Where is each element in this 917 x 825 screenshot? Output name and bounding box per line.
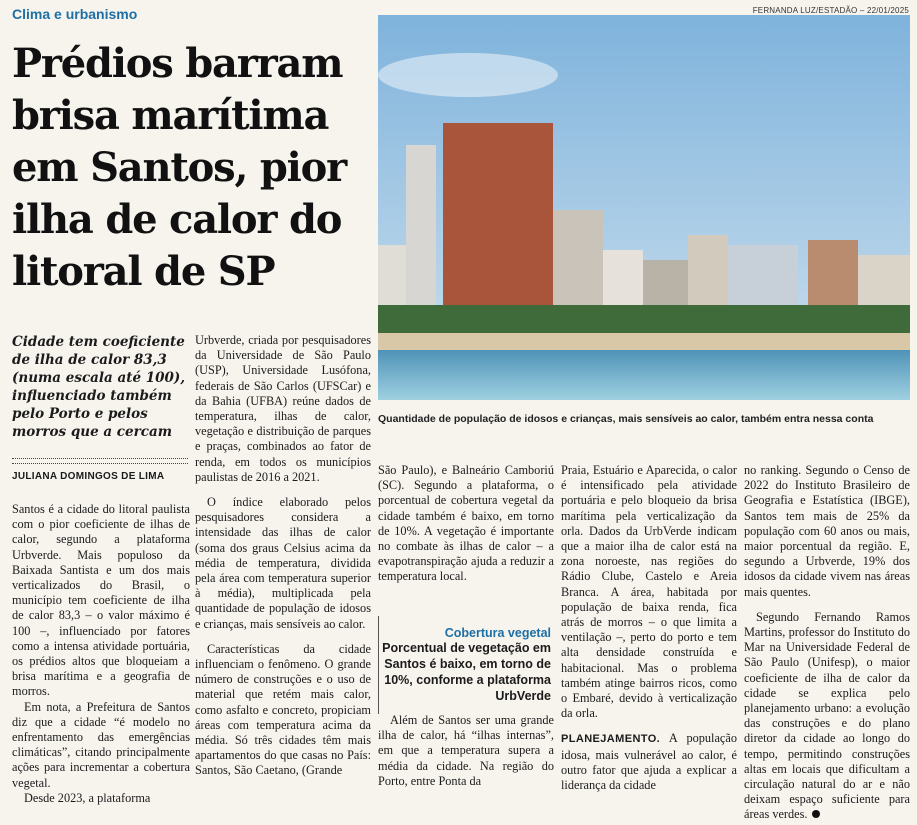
paragraph: Desde 2023, a plataforma <box>24 790 151 805</box>
paragraph: Características da cidade influenciam o fenômeno. O grande número de construções e o uso de material que retém mais calor, como asfalto e concreto, propiciam áreas com temperatura acima da média. Só três cidades têm mais apartamentos do que casas no País: Santos, São Caetano, (Grande <box>195 641 371 778</box>
byline: JULIANA DOMINGOS DE LIMA <box>12 471 165 482</box>
photo-caption: Quantidade de população de idosos e crianças, mais sensíveis ao calor, também entra nessa conta <box>378 413 874 425</box>
highlight-body: Porcentual de vegetação em Santos é baixo, em torno de 10%, conforme a plataforma UrbVerde <box>382 641 551 703</box>
paragraph: Além de Santos ser uma grande ilha de calor, há “ilhas internas”, em que a temperatura supera a média da cidade. Na região do Porto, entre Ponta da <box>378 713 554 788</box>
paragraph: Segundo Fernando Ramos Martins, professor do Instituto do Mar na Universidade Federal de São Paulo (Unifesp), o maior coeficiente de ilha de calor da cidade se explica pelo planejamento urbano: a evolução das construções e do plano diretor da cidade ao longo do tempo, permitindo construções altas em locais que dificultam a circulação natural do ar e não deixam espaço suficiente para áreas verdes. <box>744 609 910 822</box>
column-3-continued <box>378 713 554 789</box>
subhead: PLANEJAMENTO. <box>561 733 661 746</box>
paragraph: O índice elaborado pelos pesquisadores considera a intensidade das ilhas de calor (soma dos graus Celsius acima da média de temperatura, dividida pela área com temperatura superior à média), multiplicada pela quantidade de população de idosos e crianças, mais sensíveis ao calor. <box>195 495 371 631</box>
highlight-box <box>378 616 551 714</box>
headline: Prédios barram brisa marítima em Santos, pior ilha de calor do litoral de SP <box>12 40 347 295</box>
paragraph: Santos é a cidade do litoral paulista com o pior coeficiente de ilhas de calor, segundo a plataforma Urbverde. Mais populoso da Baixada Santista e um dos mais verticalizados do Brasil, o município tem coeficiente de ilha de calor 83,3 – o valor máximo é 100 –, influenciado por fatores como a intensa atividade portuária, os prédios altos que bloqueiam a brisa marítima e a geografia de morros. <box>12 502 190 699</box>
paragraph: Em nota, a Prefeitura de Santos diz que a cidade “é modelo no enfrentamento das emergências climáticas”, citando principalmente ações para incrementar a cobertura vegetal. <box>12 699 190 790</box>
paragraph: São Paulo), e Balneário Camboriú (SC). Segundo a plataforma, o porcentual de cobertura vegetal da cidade também é baixo, em torno de 10%. A vegetação é importante no combate às ilhas de calor – a evapotranspiração ajuda a reduzir a temperatura local. <box>378 463 554 584</box>
photo-credit: FERNANDA LUZ/ESTADÃO – 22/01/2025 <box>752 6 909 15</box>
paragraph: Praia, Estuário e Aparecida, o calor é intensificado pela atividade portuária e pelo bloqueio da brisa marítima pela verticalização da orla. Dados da UrbVerde indicam que a maior ilha de calor está na zona noroeste, nas regiões do Rádio Clube, Castelo e Areia Branca. A área, habitada por população de baixa renda, fica atrás de morros – o que limita a ventilação –, perto do porto e tem alta densidade construída e habitacional. Mas o problema também atinge bairros ricos, como o Embaré, devido à verticalização da orla. <box>561 463 737 721</box>
byline-divider <box>12 458 188 464</box>
column-3 <box>378 463 554 585</box>
column-5 <box>744 463 910 823</box>
column-1 <box>12 502 190 806</box>
column-2 <box>195 333 371 779</box>
paragraph: no ranking. Segundo o Censo de 2022 do Instituto Brasileiro de Geografia e Estatística (IBGE), Santos tem mais de 25% da população com 60 anos ou mais, maior porcentual da região. E, segundo a Urbverde, 19% dos idosos da cidade vivem nas áreas mais quentes. <box>744 463 910 599</box>
lede: Cidade tem coeficiente de ilha de calor 83,3 (numa escala até 100), influenciado também pelo Porto e pelos morros que a cercam <box>12 334 186 440</box>
beach-photo <box>378 15 910 400</box>
highlight-title: Cobertura vegetal <box>444 626 551 640</box>
paragraph: Urbverde, criada por pesquisadores da Universidade de São Paulo (USP), Universidade Lusófona, federais de São Carlos (UFSCar) e da Bahia (UFBA) reúne dados de temperatura, ilhas de calor, vegetação e distribuição de parques e praças, combinados ao fator de renda, em todos os municípios paulistas de 2016 a 2021. <box>195 333 371 484</box>
column-4 <box>561 463 737 793</box>
section-label: Clima e urbanismo <box>12 6 138 22</box>
end-mark <box>812 810 820 818</box>
paragraph: A população idosa, mais vulnerável ao calor, é outro fator que ajuda a explicar a liderança da cidade <box>561 731 737 793</box>
